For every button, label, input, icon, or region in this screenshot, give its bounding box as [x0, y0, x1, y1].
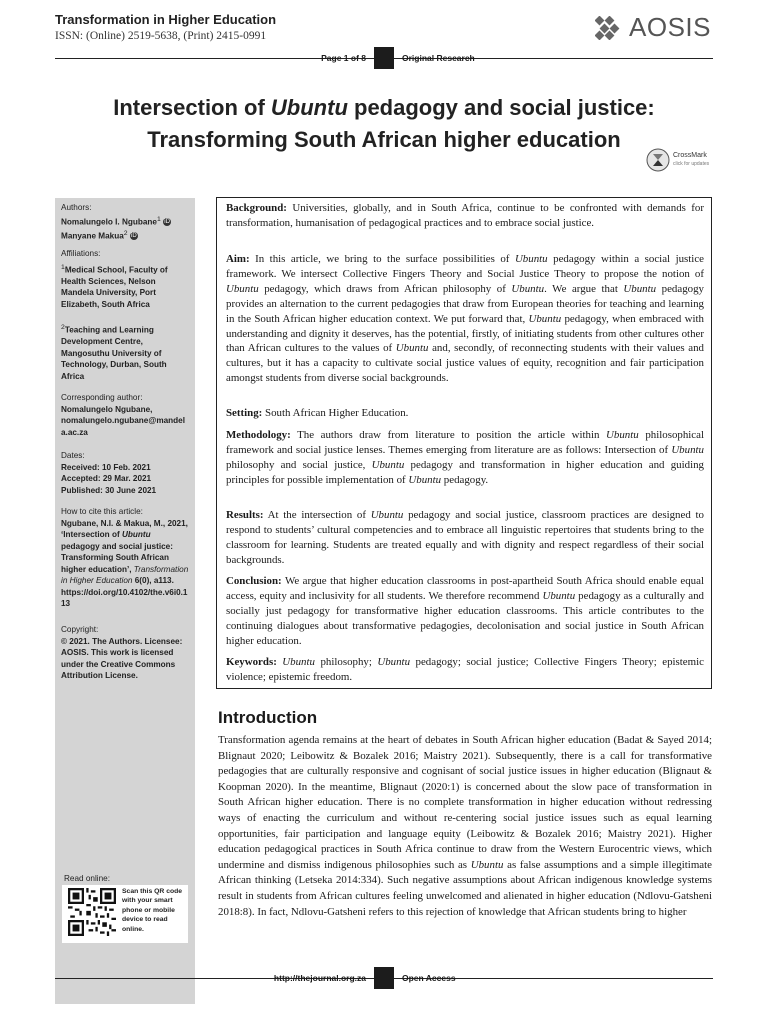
introduction-body [218, 733, 712, 920]
ubuntu-term: Ubuntu [371, 458, 405, 471]
methodology-text: philosophy and social justice, [226, 458, 372, 471]
affiliation-1: Medical School, Faculty of Health Sciences, Nelson Mandela University, Port Elizabeth, South Africa [61, 265, 168, 309]
title-line1-pre: Intersection of [113, 95, 271, 120]
orcid-icon[interactable]: iD [164, 219, 170, 226]
aosis-logo-icon [595, 16, 625, 40]
scan-instructions [122, 887, 186, 934]
affiliations-heading: Affiliations: [61, 249, 101, 258]
aim-text: pedagogy, which draws from African philosophy of [258, 282, 512, 295]
author-1-name: Nomalungelo I. Ngubane [61, 217, 157, 227]
crossmark-text [673, 152, 709, 168]
setting-text: South African Higher Education. [262, 407, 409, 419]
copyright-text: © 2021. The Authors. Licensee: AOSIS. This work is licensed under the Creative Commons Attribution License. [61, 636, 183, 680]
scan-text: Scan this QR code with your smart phone or mobile device to read online. [122, 888, 183, 933]
results-text: At the intersection of [263, 509, 371, 521]
affiliations-section [61, 248, 183, 382]
intro-text: as false assumptions and a simple illegitimate African thinking (Letseka 2014:334). Such negative assumptions about African indigenous knowledge systems result in students from African cultures feeling unwelcomed and alienated in higher education (Ndlovu-Gatsheni 2018:8). In fact, Ndlovu-Gatsheni refers to this rejection of knowledge that African students bring to higher [218, 858, 712, 918]
methodology-text: philosophical framework and social justice lenses. Themes emerging from literature are as follows: Intersection of [226, 429, 704, 456]
issn: ISSN: (Online) 2519-5638, (Print) 2415-0991 [55, 30, 267, 42]
ubuntu-term: Ubuntu [370, 509, 404, 521]
author-2-name: Manyane Makua [61, 231, 124, 241]
corresponding-name: Nomalungelo Ngubane, [61, 404, 153, 414]
ubuntu-term: Ubuntu [511, 282, 545, 295]
authors-section [61, 202, 191, 242]
date-published: Published: 30 June 2021 [61, 485, 157, 495]
date-accepted: Accepted: 29 Mar. 2021 [61, 474, 152, 483]
citation-part-b: Ubuntu [121, 530, 151, 539]
aim-text: and, secondly, of reconnecting students with their values and cultures, but it has a capacity to cultivate social justice values of equity, recognition and fair participation amongst students from diverse social backgrounds. [226, 342, 704, 385]
aim-text: pedagogy provides an alternation to the current pedagogies that draw from European theories for teaching and learning in the South African higher education context. We put forward that, [226, 282, 704, 325]
aim-text: . We argue that [544, 282, 624, 295]
footer-block [374, 967, 394, 989]
abstract-conclusion [226, 574, 704, 649]
citation-doi[interactable]: 6(0), a113. https://doi.org/10.4102/the.v6i0.113 [61, 576, 188, 608]
authors-heading: Authors: [61, 203, 92, 212]
keyword: philosophy; [314, 656, 378, 668]
corresponding-heading: Corresponding author: [61, 393, 143, 402]
methodology-text: The authors draw from literature to position the article within [290, 429, 607, 441]
abstract-aim [226, 252, 704, 386]
results-text: pedagogy and social justice, classroom practices are designed to respond to students’ cultural competencies and to embrace all linguistic repertoires that students bring to the classroom for learning. Students are treated equally and with dignity and respect regardless of their social backgrounds. [226, 509, 704, 566]
header-block [374, 47, 394, 69]
keyword: Ubuntu [282, 656, 315, 668]
keyword: pedagogy; social justice; Collective Fingers Theory; epistemic violence; epistemic freedom. [226, 656, 704, 683]
ubuntu-term: Ubuntu [514, 253, 548, 265]
read-online-heading: Read online: [64, 874, 110, 883]
article-title [40, 92, 728, 156]
corresponding-email[interactable]: nomalungelo.ngubane@mandela.ac.za [61, 416, 185, 437]
ubuntu-term: Ubuntu [470, 858, 504, 871]
crossmark-sub: click for updates [673, 161, 710, 167]
keywords-label: Keywords: [226, 656, 277, 668]
dates-section [61, 450, 189, 496]
page-number: Page 1 of 8 [321, 53, 366, 63]
affiliation-2: Teaching and Learning Development Centre, Mangosuthu University of Technology, Durban, South Africa [61, 325, 167, 381]
ubuntu-term: Ubuntu [226, 282, 259, 295]
background-label: Background: [226, 202, 287, 214]
title-line1-post: pedagogy and social justice: [347, 95, 655, 120]
corresponding-section [61, 392, 189, 438]
ubuntu-term: Ubuntu [408, 473, 442, 486]
aim-text: pedagogy, when embraced with understanding and dignity it deserves, has the potential, firstly, of initiating students from other cultures other than African cultures to the values of [226, 312, 704, 355]
aff-1-sup: 1 [61, 263, 65, 271]
setting-label: Setting: [226, 407, 263, 419]
abstract-methodology [226, 428, 704, 488]
intro-text: Transformation agenda remains at the heart of debates in South African higher education (Badat & Sayed 2014; Blignaut 2020; Leibowitz & Bozalek 2016; Maistry 2021). Subsequently, there is a call for transformative pedagogies that are culturally responsive and cognisant of social justice issues in higher education (Blignaut & Koopman 2020). In the meantime, Blignaut (2020:1) is concerned about the slow pace of transformation in South African higher education. There is no complete transformation in higher education without redressing ways of enacting the curriculum and without re-centering social justice issues such as equal learning opportunities, fair participation and language equity (Leibowitz & Bozalek 2016; Maistry 2021). Higher education pedagogical practices in South Africa continue to draw from the Western Eurocentric views, which undermine and dismiss indigenous philosophies such as [218, 734, 712, 871]
abstract-keywords [226, 655, 704, 685]
publisher-name: AOSIS [629, 12, 711, 42]
methodology-text: pedagogy and transformation in higher education and guiding principles for possible implementation of [226, 458, 704, 486]
ubuntu-term: Ubuntu [395, 342, 429, 355]
ubuntu-term: Ubuntu [606, 429, 639, 441]
date-received: Received: 10 Feb. 2021 [61, 462, 151, 472]
citation-section [61, 506, 189, 610]
ubuntu-term: Ubuntu [528, 312, 562, 325]
copyright-section [61, 624, 185, 682]
journal-url[interactable]: http://thejournal.org.za [273, 973, 366, 983]
results-label: Results: [226, 509, 264, 521]
aim-text: pedagogy within a social justice framework. We intersect Collective Fingers Theory and Social Justice Theory to propose the notion of [226, 253, 705, 280]
qr-code-icon[interactable] [68, 888, 116, 936]
copyright-heading: Copyright: [61, 625, 99, 634]
conclusion-text: We argue that higher education classrooms in post-apartheid South Africa should enable equal access, equity and inclusivity for all students. We therefore recommend [226, 575, 704, 602]
abstract-background [226, 201, 704, 231]
introduction-heading: Introduction [218, 708, 318, 727]
orcid-icon[interactable]: iD [131, 233, 137, 240]
crossmark-label: CrossMark [673, 152, 707, 159]
citation-part-a: Ngubane, N.I. & Makua, M., 2021, ‘Intersection of [61, 518, 188, 539]
author-1-sup: 1 [156, 215, 161, 223]
conclusion-text: pedagogy as a culturally and socially just pedagogy for transformative higher education classrooms. This article contributes to the continuing dialogues about transformative pedagogies, decolonisation and social justice in South African higher education. [226, 589, 704, 647]
title-line2: Transforming South African higher education [147, 127, 621, 152]
abstract-results [226, 508, 704, 568]
citation-heading: How to cite this article: [61, 507, 143, 516]
citation-journal: Transformation in Higher Education [61, 564, 189, 585]
ubuntu-term: Ubuntu [671, 443, 704, 456]
conclusion-label: Conclusion: [226, 575, 282, 587]
author-2-sup: 2 [123, 229, 128, 237]
citation-part-c: pedagogy and social justice: Transforming South African higher education’, [61, 541, 173, 574]
ubuntu-term: Ubuntu [623, 282, 657, 295]
keyword: Ubuntu [377, 656, 411, 668]
ubuntu-term: Ubuntu [542, 589, 576, 602]
open-access-label: Open Access [402, 973, 456, 983]
methodology-text: pedagogy. [441, 473, 489, 486]
abstract-setting [226, 406, 704, 421]
article-type: Original Research [402, 53, 475, 63]
aim-label: Aim: [226, 253, 250, 265]
dates-heading: Dates: [61, 451, 85, 460]
journal-title: Transformation in Higher Education [55, 12, 277, 27]
methodology-label: Methodology: [226, 429, 291, 441]
publisher-logo [595, 12, 711, 43]
background-text: Universities, globally, and in South Africa, continue to be confronted with demands for transformation, humanisation of pedagogical practices and to embrace social justice. [226, 202, 704, 229]
title-line1-italic: Ubuntu [270, 95, 348, 120]
crossmark-icon [646, 148, 670, 172]
aff-2-sup: 2 [61, 324, 65, 332]
crossmark-badge[interactable] [646, 148, 709, 172]
aim-text: In this article, we bring to the surface possibilities of [249, 253, 515, 265]
